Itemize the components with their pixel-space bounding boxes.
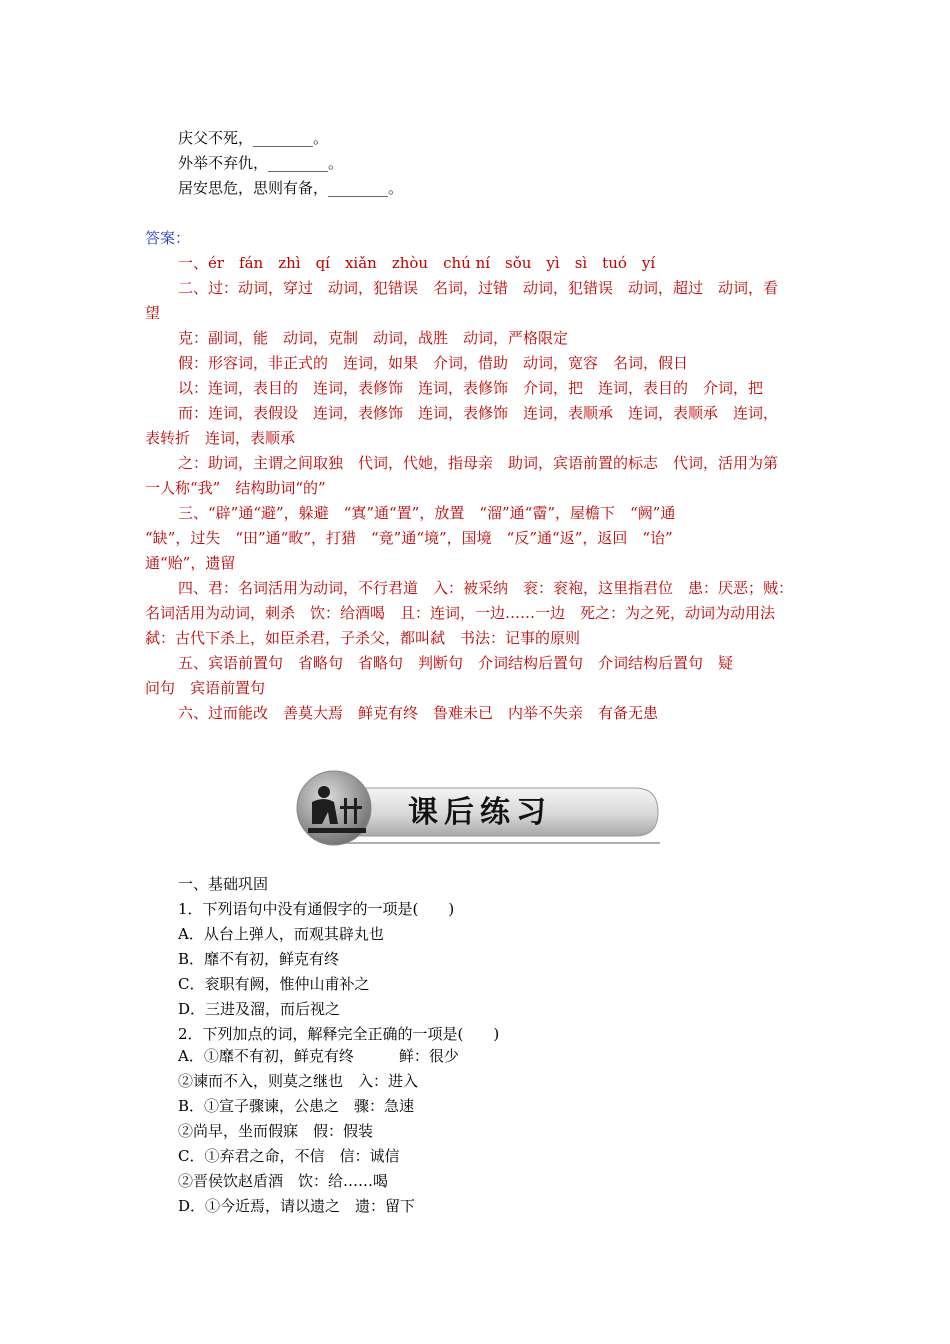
answer-line: 通“贻”，遗留 [145,554,236,572]
option-line: C．衮职有阙，惟仲山甫补之 [178,975,370,993]
answer-line: 弑：古代下杀上，如臣杀君，子杀父，都叫弑 书法：记事的原则 [145,629,581,647]
fill-in-line-3: 居安思危，思则有备，________。 [178,179,404,197]
answer-line: 表转折 连词，表顺承 [145,429,296,447]
answer-line: 四、君：名词活用为动词，不行君道 入：被采纳 衮：衮袍，这里指君位 患：厌恶；贼： [178,579,794,597]
answer-line: 名词活用为动词，刺杀 饮：给酒喝 且：连词，一边……一边 死之：为之死，动词为动用法 [145,604,776,622]
option-line: D．三进及溜，而后视之 [178,1000,341,1018]
option-line: ②谏而不入，则莫之继也 入：进入 [178,1072,419,1090]
option-line: D．①今近焉，请以遗之 遗：留下 [178,1197,416,1215]
answer-line: 三、“辟”通“避”，躲避 “寘”通“置”，放置 “溜”通“霤”，屋檐下 “阙”通 [178,504,676,522]
section-heading: 一、基础巩固 [178,875,269,893]
question-1: 1．下列语句中没有通假字的一项是( ) [178,900,455,918]
answer-line: 而：连词，表假设 连词，表修饰 连词，表修饰 连词，表顺承 连词，表顺承 连词， [178,404,779,422]
answer-line: 二、过：动词，穿过 动词，犯错误 名词，过错 动词，犯错误 动词，超过 动词，看 [178,279,779,297]
answer-line: 假：形容词，非正式的 连词，如果 介词，借助 动词，宽容 名词，假日 [178,354,689,372]
option-line: A．从台上弹人，而观其辟丸也 [178,925,384,943]
option-line: ②尚早，坐而假寐 假：假装 [178,1122,374,1140]
answer-line: 问句 宾语前置句 [145,679,266,697]
option-line: C．①弃君之命，不信 信：诚信 [178,1147,400,1165]
answer-line: 以：连词，表目的 连词，表修饰 连词，表修饰 介词，把 连词，表目的 介词，把 [178,379,764,397]
option-line: A．①靡不有初，鲜克有终 鲜：很少 [178,1047,459,1065]
fill-in-line-1: 庆父不死，________。 [178,129,329,147]
answer-line: 望 [145,304,161,322]
answer-line: 一人称“我” 结构助词“的” [145,479,326,497]
option-line: B．①宣子骤谏，公患之 骤：急速 [178,1097,415,1115]
answer-line: 之：助词，主谓之间取独 代词，代她，指母亲 助词，宾语前置的标志 代词，活用为第 [178,454,779,472]
answer-line: “缺”，过失 “田”通“畋”，打猎 “竟”通“境”，国境 “反”通“返”，返回 “诒” [145,529,673,547]
answer-label: 答案： [145,229,191,247]
fill-in-line-2: 外举不弃仇，________。 [178,154,344,172]
section-banner [290,766,662,848]
answer-line: 克：副词，能 动词，克制 动词，战胜 动词，严格限定 [178,329,569,347]
option-line: ②晋侯饮赵盾酒 饮：给……喝 [178,1172,389,1190]
question-2: 2．下列加点的词，解释完全正确的一项是( ) [178,1025,500,1043]
option-line: B．靡不有初，鲜克有终 [178,950,340,968]
answer-line: 一、ér fán zhì qí xiǎn zhòu chú ní sǒu yì sì tuó yí [178,254,656,272]
banner-title: 课后练习 [408,795,552,830]
answer-line: 五、宾语前置句 省略句 省略句 判断句 介词结构后置句 介词结构后置句 疑 [178,654,734,672]
answer-line: 六、过而能改 善莫大焉 鲜克有终 鲁难未已 内举不失亲 有备无患 [178,704,659,722]
